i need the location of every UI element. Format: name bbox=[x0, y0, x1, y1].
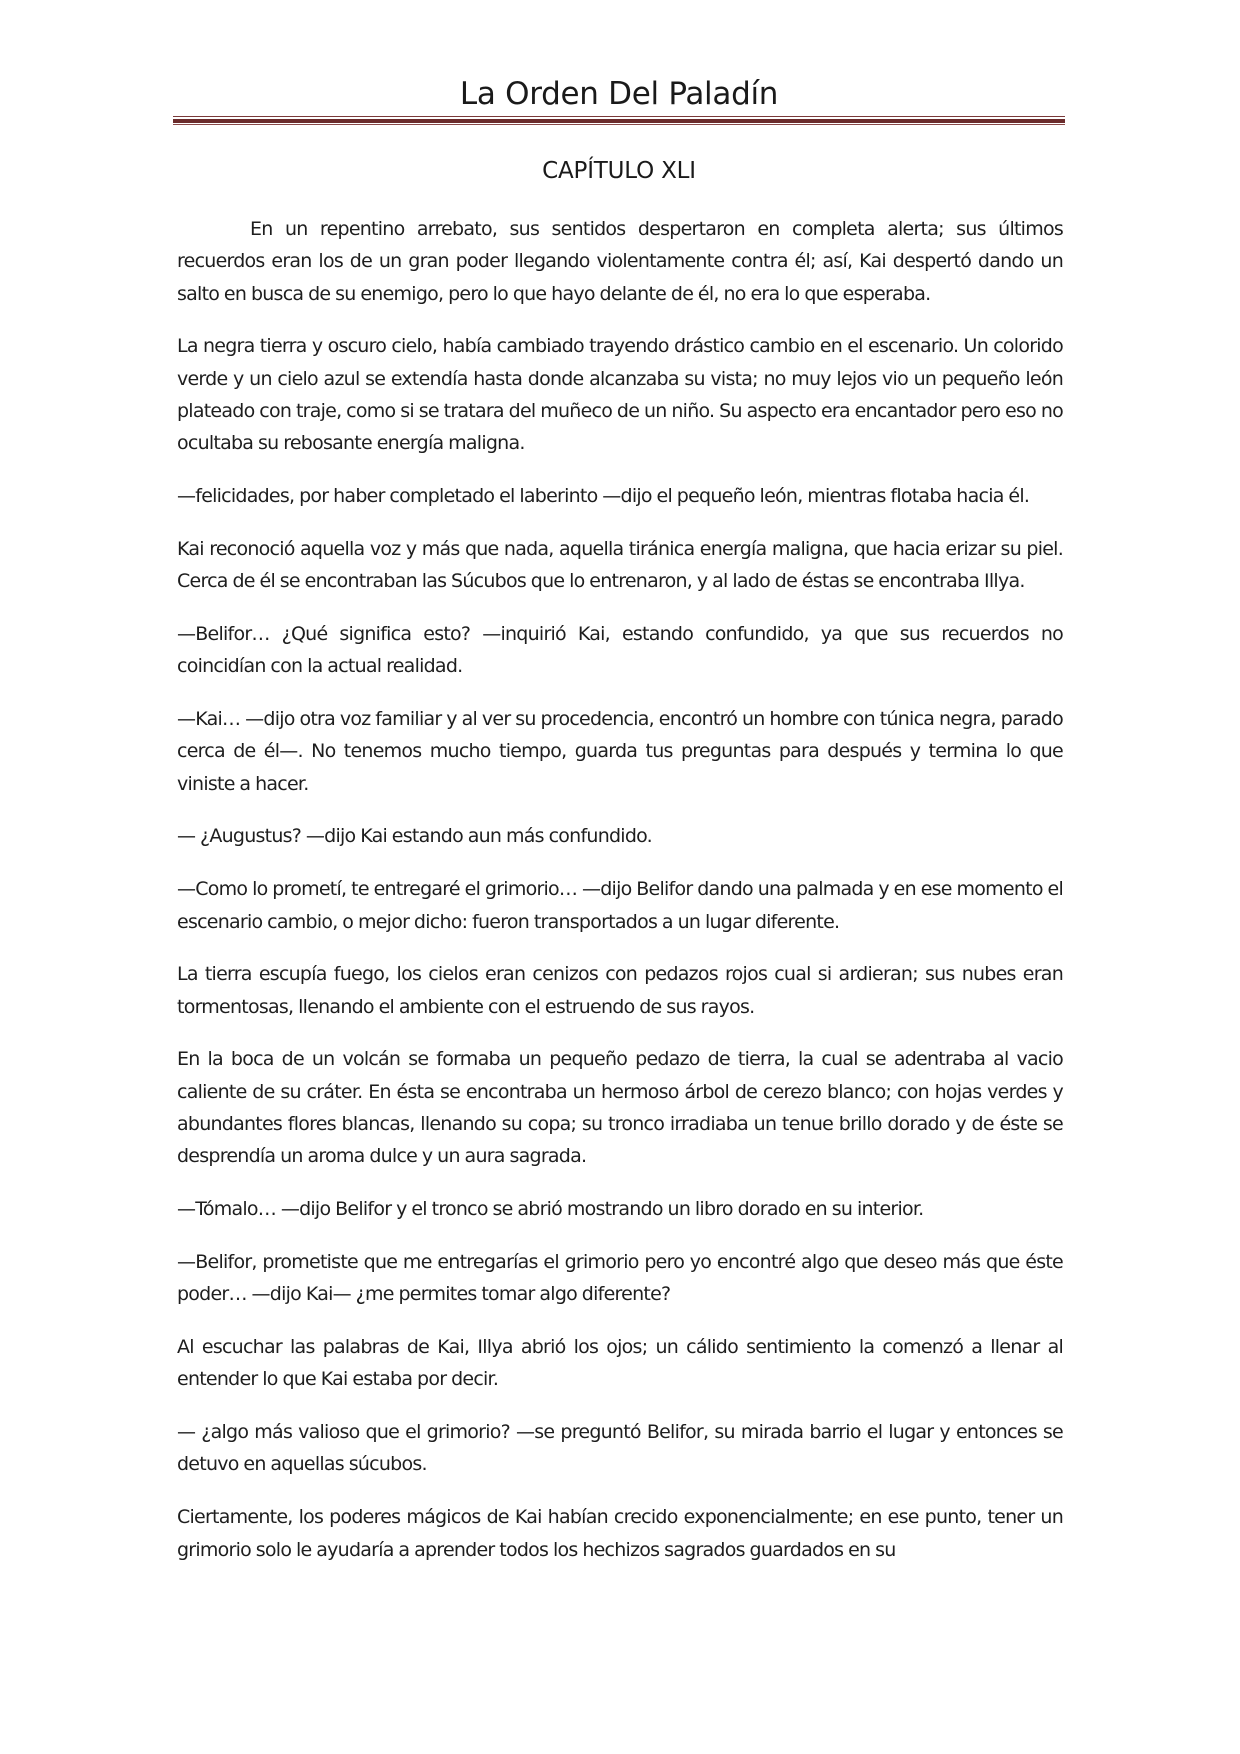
paragraph: —Belifor… ¿Qué significa esto? —inquirió Kai, estando confundido, ya que sus recuerdos no coincidían con la actual realidad. bbox=[177, 622, 1063, 678]
paragraph: En un repentino arrebato, sus sentidos despertaron en completa alerta; sus últimos recuerdos eran los de un gran poder llegando violentamente contra él; así, Kai despertó dando un salto en busca de su enemigo, pero lo que hayo delante de él, no era lo que esperaba. bbox=[177, 218, 1063, 305]
paragraph: Kai reconoció aquella voz y más que nada, aquella tiránica energía maligna, que hacia erizar su piel. Cerca de él se encontraban las Súcubos que lo entrenaron, y al lado de éstas se encontraba Illya. bbox=[177, 537, 1063, 593]
chapter-body bbox=[177, 213, 1063, 1566]
paragraph: — ¿algo más valioso que el grimorio? —se preguntó Belifor, su mirada barrio el lugar y entonces se detuvo en aquellas súcubos. bbox=[177, 1421, 1063, 1476]
header-divider-thin-bottom bbox=[173, 124, 1065, 125]
chapter-title: CAPÍTULO XLI bbox=[542, 158, 696, 184]
paragraph: —felicidades, por haber completado el laberinto —dijo el pequeño león, mientras flotaba hacia él. bbox=[177, 485, 1030, 508]
paragraph: Al escuchar las palabras de Kai, Illya abrió los ojos; un cálido sentimiento la comenzó a llenar al entender lo que Kai estaba por decir. bbox=[177, 1336, 1063, 1391]
paragraph: —Tómalo… —dijo Belifor y el tronco se abrió mostrando un libro dorado en su interior. bbox=[177, 1198, 924, 1221]
book-title-header: La Orden Del Paladín bbox=[459, 76, 779, 112]
header-divider bbox=[173, 116, 1065, 125]
paragraph: La tierra escupía fuego, los cielos eran cenizos con pedazos rojos cual si ardieran; sus nubes eran tormentosas, llenando el ambiente con el estruendo de sus rayos. bbox=[177, 963, 1063, 1018]
paragraph: En la boca de un volcán se formaba un pequeño pedazo de tierra, la cual se adentraba al vacio caliente de su cráter. En ésta se encontraba un hermoso árbol de cerezo blanco; con hojas verdes y abundantes flores blancas, llenando su copa; su tronco irradiaba un tenue brillo dorado y de éste se desprendía un aroma dulce y un aura sagrada. bbox=[177, 1048, 1063, 1168]
paragraph: La negra tierra y oscuro cielo, había cambiado trayendo drástico cambio en el escenario. Un colorido verde y un cielo azul se extendía hasta donde alcanzaba su vista; no muy lejos vio un pequeño león plateado con traje, como si se tratara del muñeco de un niño. Su aspecto era encantador pero eso no ocultaba su rebosante energía maligna. bbox=[177, 335, 1063, 455]
paragraph: Ciertamente, los poderes mágicos de Kai habían crecido exponencialmente; en ese punto, tener un grimorio solo le ayudaría a aprender todos los hechizos sagrados guardados en su bbox=[177, 1506, 1063, 1561]
paragraph: —Como lo prometí, te entregaré el grimorio… —dijo Belifor dando una palmada y en ese momento el escenario cambio, o mejor dicho: fueron transportados a un lugar diferente. bbox=[177, 878, 1063, 933]
header-divider-thin-top bbox=[173, 116, 1065, 117]
paragraph: — ¿Augustus? —dijo Kai estando aun más confundido. bbox=[177, 825, 652, 848]
paragraph: —Belifor, prometiste que me entregarías el grimorio pero yo encontré algo que deseo más que éste poder… —dijo Kai— ¿me permites tomar algo diferente? bbox=[177, 1250, 1063, 1306]
header-divider-thick bbox=[173, 119, 1065, 123]
paragraph: —Kai… —dijo otra voz familiar y al ver su procedencia, encontró un hombre con túnica negra, parado cerca de él—. No tenemos mucho tiempo, guarda tus preguntas para después y termina lo que viniste a hacer. bbox=[177, 708, 1063, 795]
